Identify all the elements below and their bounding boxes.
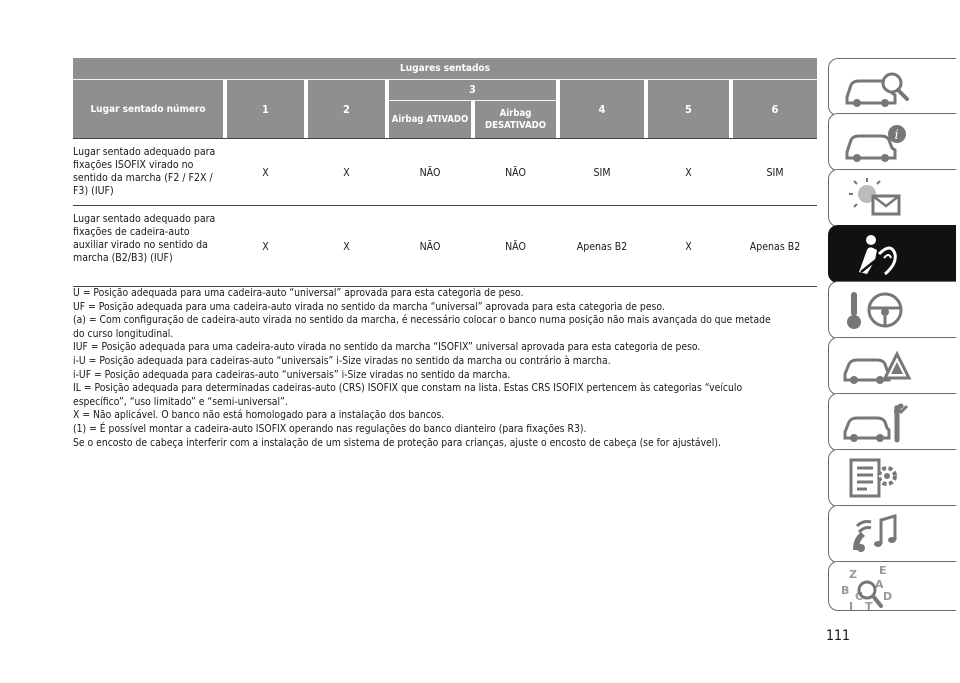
header-col-1: 1 (262, 102, 269, 116)
multimedia-signal-music-icon (837, 510, 917, 560)
cell: X (262, 167, 269, 179)
note-line: específico”, “uso limitado” e “semi-universal”. (73, 395, 288, 408)
table-header (73, 58, 817, 138)
cell: Apenas B2 (576, 241, 628, 253)
note-line: IUF = Posição adequada para uma cadeira-auto virada no sentido da marcha “ISOFIX” universal aprovada para esta categoria de peso. (73, 341, 701, 354)
svg-text:C: C (855, 590, 864, 603)
cell: X (685, 167, 692, 179)
header-col-3-airbag-off: Airbag DESATIVADO (485, 107, 546, 131)
cell: X (343, 241, 350, 253)
sidebar-tab-technical-data[interactable] (828, 449, 956, 507)
svg-text:i: i (894, 128, 899, 143)
isofix-table (73, 58, 817, 287)
header-title: Lugares sentados (73, 58, 817, 80)
sidebar-tab-warnings[interactable] (828, 169, 956, 227)
note-line: X = Não aplicável. O banco não está homologado para a instalação dos bancos. (73, 409, 445, 422)
header-col-6: 6 (771, 102, 779, 116)
note-line: UF = Posição adequada para uma cadeira-auto virada no sentido da marcha “universal” aprovada para esta categoria de peso. (73, 300, 665, 313)
cell: NÃO (505, 167, 526, 179)
sidebar-tab-maintenance[interactable] (828, 393, 956, 451)
svg-text:D: D (883, 590, 893, 603)
note-line: IL = Posição adequada para determinadas cadeiras-auto (CRS) ISOFIX que constam na lista. Estas CRS ISOFIX pertencem às categorias “veículo (73, 382, 743, 395)
sidebar-tab-starting-driving[interactable] (828, 281, 956, 339)
header-col-3-airbag-on: Airbag ATIVADO (391, 113, 469, 125)
cell: NÃO (419, 241, 441, 253)
row-label: Lugar sentado adequado para fixações ISOFIX virado no sentido da marcha (F2 / F2X / F3) (IUF) (73, 146, 216, 197)
alphabetical-index-search-icon (837, 566, 917, 612)
cell: NÃO (419, 167, 441, 179)
cell: X (685, 241, 692, 253)
warning-light-message-icon (837, 174, 917, 224)
cell: X (262, 241, 269, 253)
cell: Apenas B2 (749, 241, 801, 253)
cell: X (343, 167, 350, 179)
note-line: U = Posição adequada para uma cadeira-auto “universal” aprovada para esta categoria de peso. (73, 287, 524, 299)
car-info-icon (837, 118, 917, 168)
key-steering-wheel-icon (837, 286, 917, 336)
sidebar-tab-emergency[interactable] (828, 337, 956, 395)
note-line: (1) = É possível montar a cadeira-auto ISOFIX operando nas regulações do banco dianteiro (para fixações R3). (73, 422, 587, 435)
svg-text:B: B (841, 584, 850, 597)
svg-text:E: E (879, 566, 887, 577)
sidebar-tab-multimedia[interactable] (828, 505, 956, 563)
row-label: Lugar sentado adequado para fixações de cadeira-auto auxiliar virado no sentido da marcha (B2/B3) (IUF) (73, 213, 216, 264)
svg-text:I: I (849, 600, 854, 612)
table-row (73, 206, 817, 287)
header-col-4: 4 (598, 102, 606, 116)
cell: NÃO (505, 241, 526, 253)
technical-data-gear-icon (837, 454, 917, 504)
svg-text:Z: Z (849, 568, 857, 581)
sidebar-tab-getting-to-know[interactable] (828, 58, 956, 116)
cell: SIM (766, 167, 784, 179)
table-notes (73, 287, 823, 450)
note-line: i-UF = Posição adequada para cadeiras-auto “universais” i-Size viradas no sentido da marcha. (73, 368, 511, 381)
sidebar-tab-dashboard[interactable] (828, 113, 956, 171)
note-line: do curso longitudinal. (73, 327, 174, 340)
note-line: Se o encosto de cabeça interferir com a instalação de um sistema de proteção para crianças, ajuste o encosto de cabeça (se for ajustável). (73, 436, 721, 449)
header-col-2: 2 (343, 102, 350, 116)
table-row (73, 138, 817, 206)
sidebar-tab-safety[interactable] (828, 225, 956, 283)
header-col-5: 5 (685, 102, 692, 116)
car-maintenance-wrench-icon (837, 398, 917, 448)
note-line: i-U = Posição adequada para cadeiras-auto “universais” i-Size viradas no sentido da marcha ou contrário à marcha. (73, 354, 611, 367)
svg-text:T: T (865, 600, 873, 612)
car-search-icon (837, 63, 917, 113)
page-number: 111 (826, 628, 851, 644)
header-col-3: 3 (389, 80, 556, 101)
sidebar-tab-index[interactable] (828, 561, 956, 611)
svg-text:A: A (875, 578, 884, 591)
note-line: (a) = Com configuração de cadeira-auto virada no sentido da marcha, é necessário colocar o banco numa posição não mais avançada do que metade (73, 314, 771, 327)
header-seat-label: Lugar sentado número (90, 103, 206, 115)
seat-airbag-safety-icon (837, 230, 917, 280)
car-hazard-icon (837, 342, 917, 392)
cell: SIM (593, 167, 611, 179)
